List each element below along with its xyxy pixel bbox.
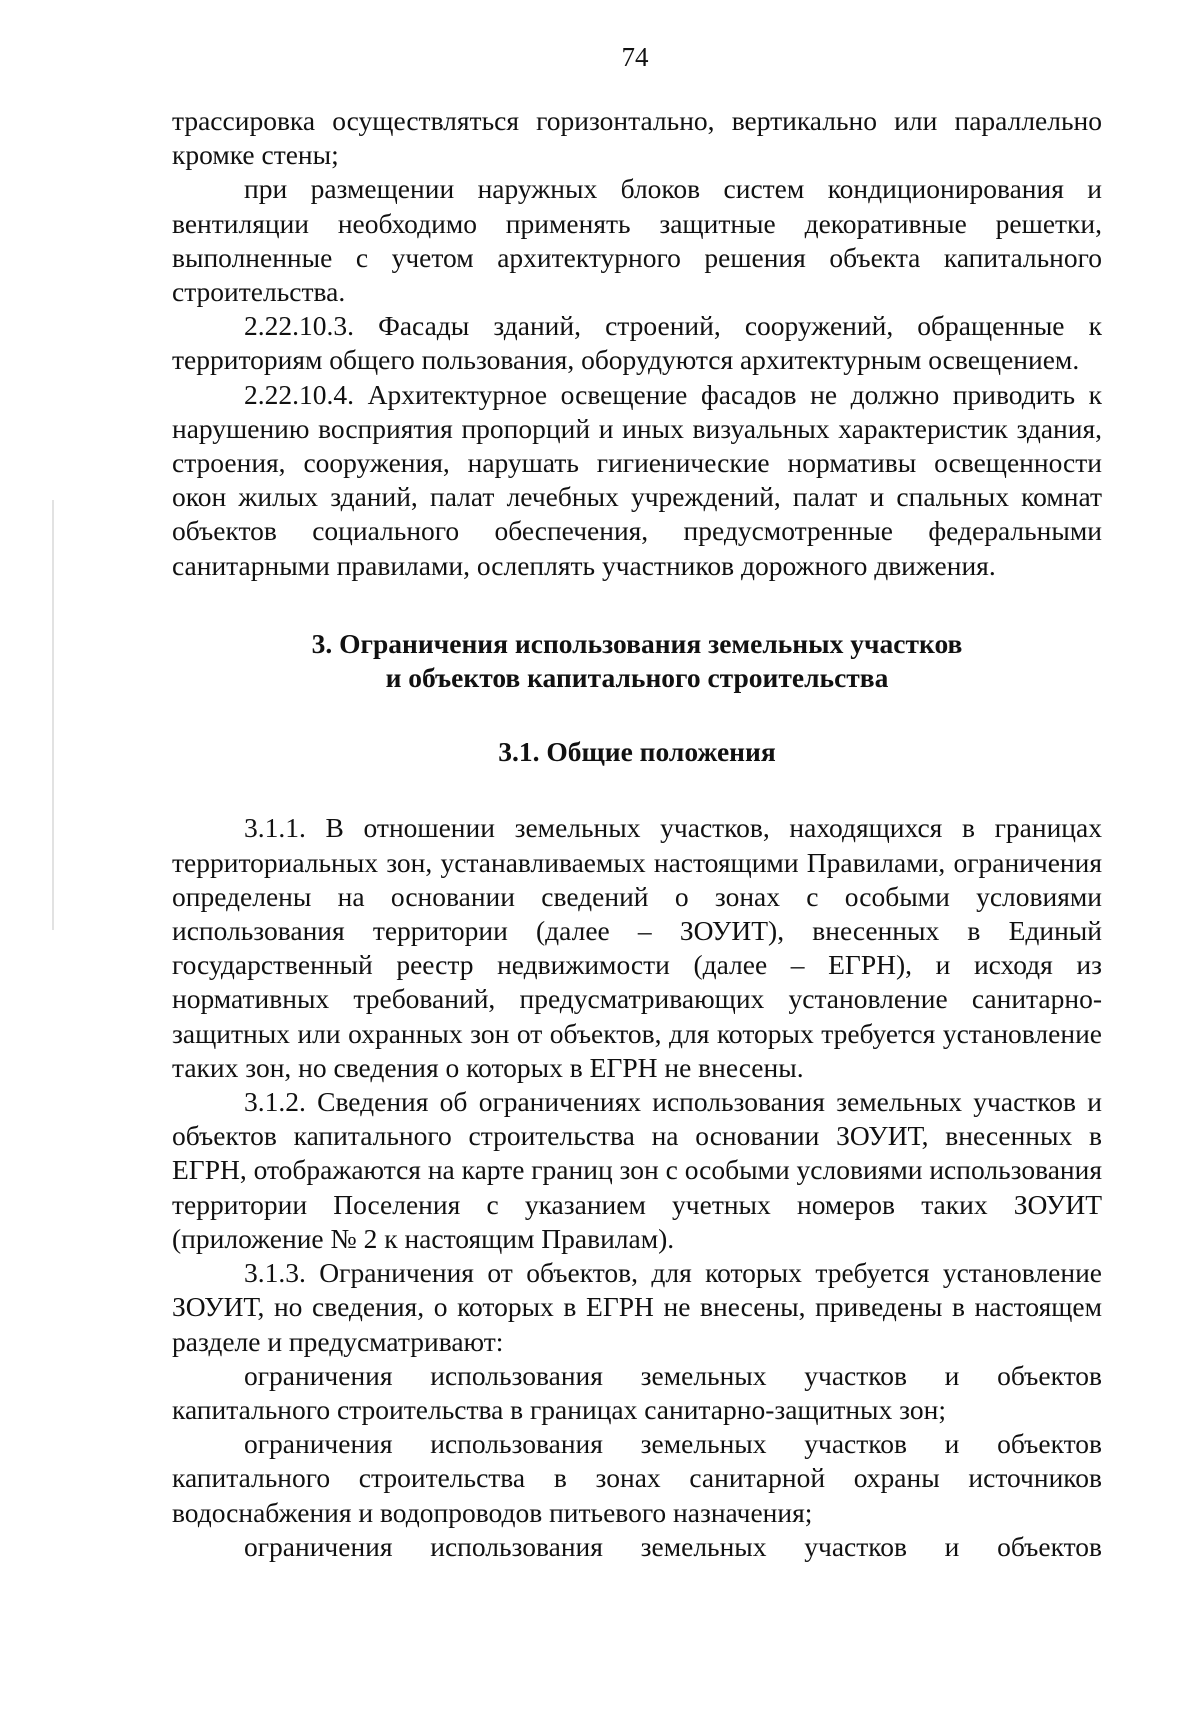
paragraph-3-1-1: 3.1.1. В отношении земельных участков, находящихся в границах территориальных зон, устанавливаемых настоящими Правилами, ограничения определены на основании сведений о зонах с особыми условиями использования территории (далее – ЗОУИТ), внесенных в Единый государственный реестр недвижимости (далее – ЕГРН), и исходя из нормативных требований, предусматривающих установление санитарно-защитных или охранных зон от объектов, для которых требуется установление таких зон, но сведения о которых в ЕГРН не внесены. — [172, 812, 1102, 1083]
subsection-heading: 3.1. Общие положения — [498, 736, 776, 768]
list-item-truncated: ограничения использования земельных участков и объектов — [244, 1530, 1102, 1562]
paragraph-3-1-2: 3.1.2. Сведения об ограничениях использования земельных участков и объектов капитального строительства на основании ЗОУИТ, внесенных в ЕГРН, отображаются на карте границ зон с особыми условиями использования территории Поселения с указанием учетных номеров таких ЗОУИТ (приложение № 2 к настоящим Правилам). — [172, 1086, 1102, 1254]
document-body — [172, 104, 1102, 1564]
section-heading-line-2: и объектов капитального строительства — [385, 662, 889, 694]
list-item-sanitary-zones: ограничения использования земельных участков и объектов капитального строительства в границах санитарно-защитных зон; — [172, 1359, 1102, 1425]
paragraph-outdoor-units: при размещении наружных блоков систем кондиционирования и вентиляции необходимо применять защитные декоративные решетки, выполненные с учетом архитектурного решения объекта капитального строительства. — [172, 173, 1102, 308]
paragraph-2-22-10-3: 2.22.10.3. Фасады зданий, строений, сооружений, обращенные к территориям общего пользования, оборудуются архитектурным освещением. — [172, 310, 1102, 376]
scan-margin-mark — [52, 500, 54, 930]
section-heading-line-1: 3. Ограничения использования земельных участков — [311, 627, 963, 659]
paragraph-continuation: трассировка осуществляться горизонтально, вертикально или параллельно кромке стены; — [172, 105, 1102, 171]
paragraph-2-22-10-4: 2.22.10.4. Архитектурное освещение фасадов не должно приводить к нарушению восприятия пропорций и иных визуальных характеристик здания, строения, сооружения, нарушать гигиенические нормативы освещенности окон жилых зданий, палат лечебных учреждений, палат и спальных комнат объектов социального обеспечения, предусмотренные федеральными санитарными правилами, ослеплять участников дорожного движения. — [172, 378, 1102, 581]
list-item-water-protection-zones: ограничения использования земельных участков и объектов капитального строительства в зонах санитарной охраны источников водоснабжения и водопроводов питьевого назначения; — [172, 1428, 1102, 1528]
page-number: 74 — [621, 42, 649, 72]
paragraph-3-1-3: 3.1.3. Ограничения от объектов, для которых требуется установление ЗОУИТ, но сведения, о которых в ЕГРН не внесены, приведены в настоящем разделе и предусматривают: — [172, 1257, 1102, 1357]
section-heading — [172, 627, 1102, 695]
